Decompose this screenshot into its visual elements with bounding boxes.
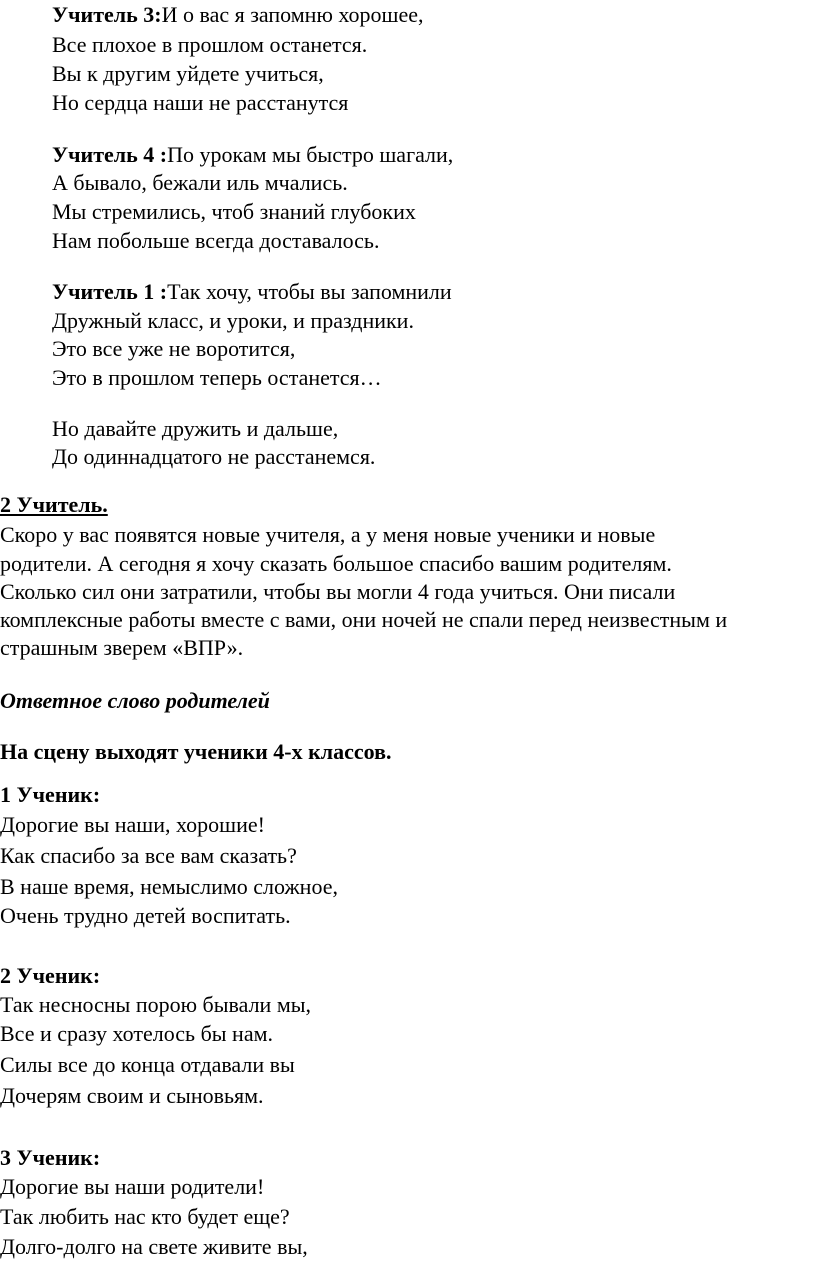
- stanza-line: Как спасибо за все вам сказать?: [0, 843, 297, 868]
- stanza-line: Силы все до конца отдавали вы: [0, 1052, 295, 1077]
- stanza-line: Очень трудно детей воспитать.: [0, 903, 291, 928]
- stanza-line: Нам побольше всегда доставалось.: [52, 228, 380, 253]
- stanza-line: Все плохое в прошлом останется.: [52, 32, 368, 57]
- stanza-line: Так несносны порою бывали мы,: [0, 992, 312, 1017]
- stanza-line: Мы стремились, чтоб знаний глубоких: [52, 199, 416, 224]
- verse-text: По урокам мы быстро шагали,: [167, 142, 454, 167]
- stanza-line: Все и сразу хотелось бы нам.: [0, 1021, 274, 1046]
- paragraph-line: Скоро у вас появятся новые учителя, а у меня новые ученики и новые: [0, 522, 656, 547]
- speaker-label: Учитель 1 :: [52, 279, 168, 304]
- stage-direction: На сцену выходят ученики 4-х классов.: [0, 739, 392, 764]
- paragraph-line: страшным зверем «ВПР».: [0, 635, 244, 660]
- stanza-line: [52, 144, 453, 166]
- stanza-line: Вы к другим уйдете учиться,: [52, 61, 324, 86]
- paragraph-line: комплексные работы вместе с вами, они ночей не спали перед неизвестным и: [0, 607, 728, 632]
- speaker-label: Учитель 3:: [52, 2, 162, 27]
- stanza-line: [52, 281, 452, 303]
- speaker-label: 2 Ученик:: [0, 963, 101, 988]
- section-heading: 2 Учитель.: [0, 492, 108, 517]
- paragraph-line: Сколько сил они затратили, чтобы вы могли 4 года учиться. Они писали: [0, 579, 676, 604]
- parents-reply-heading: Ответное слово родителей: [0, 688, 270, 713]
- stanza-line: Дочерям своим и сыновьям.: [0, 1083, 264, 1108]
- stanza-line: Но сердца наши не расстанутся: [52, 90, 349, 115]
- paragraph-line: родители. А сегодня я хочу сказать большое спасибо вашим родителям.: [0, 551, 672, 576]
- stanza-line: Но давайте дружить и дальше,: [52, 416, 339, 441]
- speaker-label: Учитель 4 :: [52, 142, 168, 167]
- stanza-line: Долго-долго на свете живите вы,: [0, 1234, 308, 1259]
- verse-text: И о вас я запомню хорошее,: [161, 2, 424, 27]
- stanza-line: [52, 4, 424, 26]
- verse-text: Так хочу, чтобы вы запомнили: [167, 279, 452, 304]
- stanza-line: Это в прошлом теперь останется…: [52, 365, 382, 390]
- stanza-line: Дорогие вы наши, хорошие!: [0, 812, 265, 837]
- stanza-line: Это все уже не воротится,: [52, 336, 296, 361]
- speaker-label: 3 Ученик:: [0, 1145, 101, 1170]
- speaker-label: 1 Ученик:: [0, 782, 101, 807]
- stanza-line: Так любить нас кто будет еще?: [0, 1204, 290, 1229]
- stanza-line: А бывало, бежали иль мчались.: [52, 170, 348, 195]
- stanza-line: Дружный класс, и уроки, и праздники.: [52, 308, 414, 333]
- stanza-line: Дорогие вы наши родители!: [0, 1174, 265, 1199]
- stanza-line: До одиннадцатого не расстанемся.: [52, 444, 376, 469]
- stanza-line: В наше время, немыслимо сложное,: [0, 874, 338, 899]
